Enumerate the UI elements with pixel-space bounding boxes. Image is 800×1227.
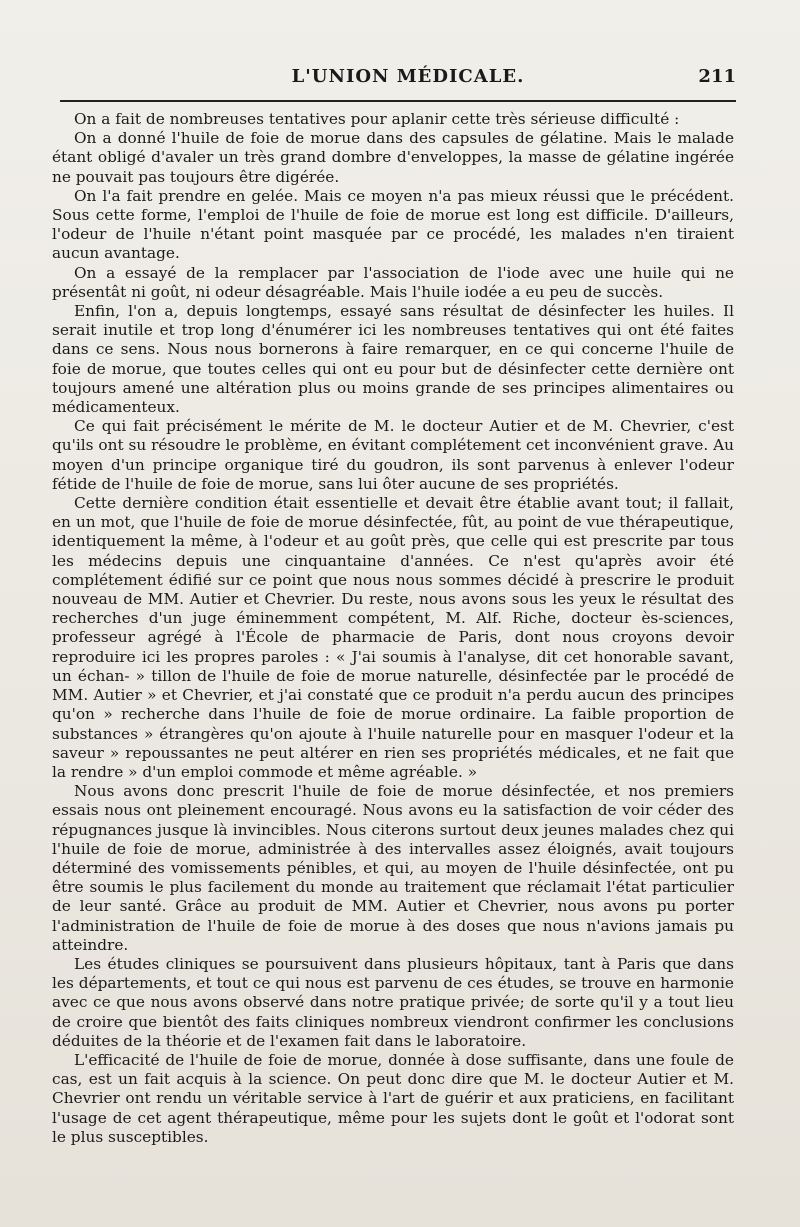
article-body: [52, 110, 734, 1147]
paragraph: L'efficacité de l'huile de foie de morue, donnée à dose suffisante, dans une foule de cas, est un fait acquis à la science. On peut donc dire que M. le docteur Autier et M. Chevrier ont rendu un véritable service à l'art de guérir et aux praticiens, en facilitant l'usage de cet agent thérapeutique, même pour les sujets dont le goût et l'odorat sont le plus susceptibles.: [52, 1050, 734, 1146]
header-rule: [60, 100, 736, 102]
paragraph: On l'a fait prendre en gelée. Mais ce moyen n'a pas mieux réussi que le précédent. Sous cette forme, l'emploi de l'huile de foie de morue est long est difficile. D'ailleurs, l'odeur de l'huile n'étant point masquée par ce procédé, les malades n'en tiraient aucun avantage.: [52, 186, 734, 263]
journal-title: L'UNION MÉDICALE.: [291, 66, 525, 87]
paragraph: Nous avons donc prescrit l'huile de foie de morue désinfectée, et nos premiers essais nous ont pleinement encouragé. Nous avons eu la satisfaction de voir céder des répugnances jusque là invincibles. Nous citerons surtout deux jeunes malades chez qui l'huile de foie de morue, administrée à des intervalles assez éloignés, avait toujours déterminé des vomissements pénibles, et qui, au moyen de l'huile désinfectée, ont pu être soumis le plus facilement du monde au traitement que réclamait l'état particulier de leur santé. Grâce au produit de MM. Autier et Chevrier, nous avons pu porter l'administration de l'huile de foie de morue à des doses que nous n'avions jamais pu atteindre.: [52, 782, 734, 954]
paragraph: Les études cliniques se poursuivent dans plusieurs hôpitaux, tant à Paris que dans les départements, et tout ce qui nous est parvenu de ces études, se trouve en harmonie avec ce que nous avons observé dans notre pratique privée; de sorte qu'il y a tout lieu de croire que bientôt des faits cliniques nombreux viendront confirmer les conclusions déduites de la théorie et de l'examen fait dans le laboratoire.: [52, 954, 734, 1050]
paragraph: Cette dernière condition était essentielle et devait être établie avant tout; il fallait, en un mot, que l'huile de foie de morue désinfectée, fût, au point de vue thérapeutique, identiquement la même, à l'odeur et au goût près, que celle qui est prescrite par tous les médecins depuis une cinquantaine d'années. Ce n'est qu'après avoir été complétement édifié sur ce point que nous nous sommes décidé à prescrire le produit nouveau de MM. Autier et Chevrier. Du reste, nous avons sous les yeux le résultat des recherches d'un juge éminemment compétent, M. Alf. Riche, docteur ès-sciences, professeur agrégé à l'École de pharmacie de Paris, dont nous croyons devoir reproduire ici les propres paroles : « J'ai soumis à l'analyse, dit cet honorable savant, un échan- » tillon de l'huile de foie de morue naturelle, désinfectée par le procédé de MM. Autier » et Chevrier, et j'ai constaté que ce produit n'a perdu aucun des principes qu'on » recherche dans l'huile de foie de morue ordinaire. La faible proportion de substances » étrangères qu'on ajoute à l'huile naturelle pour en masquer l'odeur et la saveur » repoussantes ne peut altérer en rien ses propriétés médicales, et ne fait que la rendre » d'un emploi commode et même agréable. »: [52, 494, 734, 781]
paragraph: On a essayé de la remplacer par l'association de l'iode avec une huile qui ne présentât ni goût, ni odeur désagréable. Mais l'huile iodée a eu peu de succès.: [52, 263, 734, 301]
paragraph: Ce qui fait précisément le mérite de M. le docteur Autier et de M. Chevrier, c'est qu'ils ont su résoudre le problème, en évitant complétement cet inconvénient grave. Au moyen d'un principe organique tiré du goudron, ils sont parvenus à enlever l'odeur fétide de l'huile de foie de morue, sans lui ôter aucune de ses propriétés.: [52, 417, 734, 493]
paragraph: On a donné l'huile de foie de morue dans des capsules de gélatine. Mais le malade étant obligé d'avaler un très grand dombre d'enveloppes, la masse de gélatine ingérée ne pouvait pas toujours être digérée.: [52, 129, 734, 186]
paragraph: Enfin, l'on a, depuis longtemps, essayé sans résultat de désinfecter les huiles. Il serait inutile et trop long d'énumérer ici les nombreuses tentatives qui ont été faites dans ce sens. Nous nous bornerons à faire remarquer, en ce qui concerne l'huile de foie de morue, que toutes celles qui ont eu pour but de désinfecter cette dernière ont toujours amené une altération plus ou moins grande de ses principes alimentaires ou médicamenteux.: [52, 302, 734, 417]
paragraph: On a fait de nombreuses tentatives pour aplanir cette très sérieuse difficulté :: [74, 110, 680, 128]
page-number: 211: [698, 66, 736, 87]
running-header: [80, 66, 736, 96]
